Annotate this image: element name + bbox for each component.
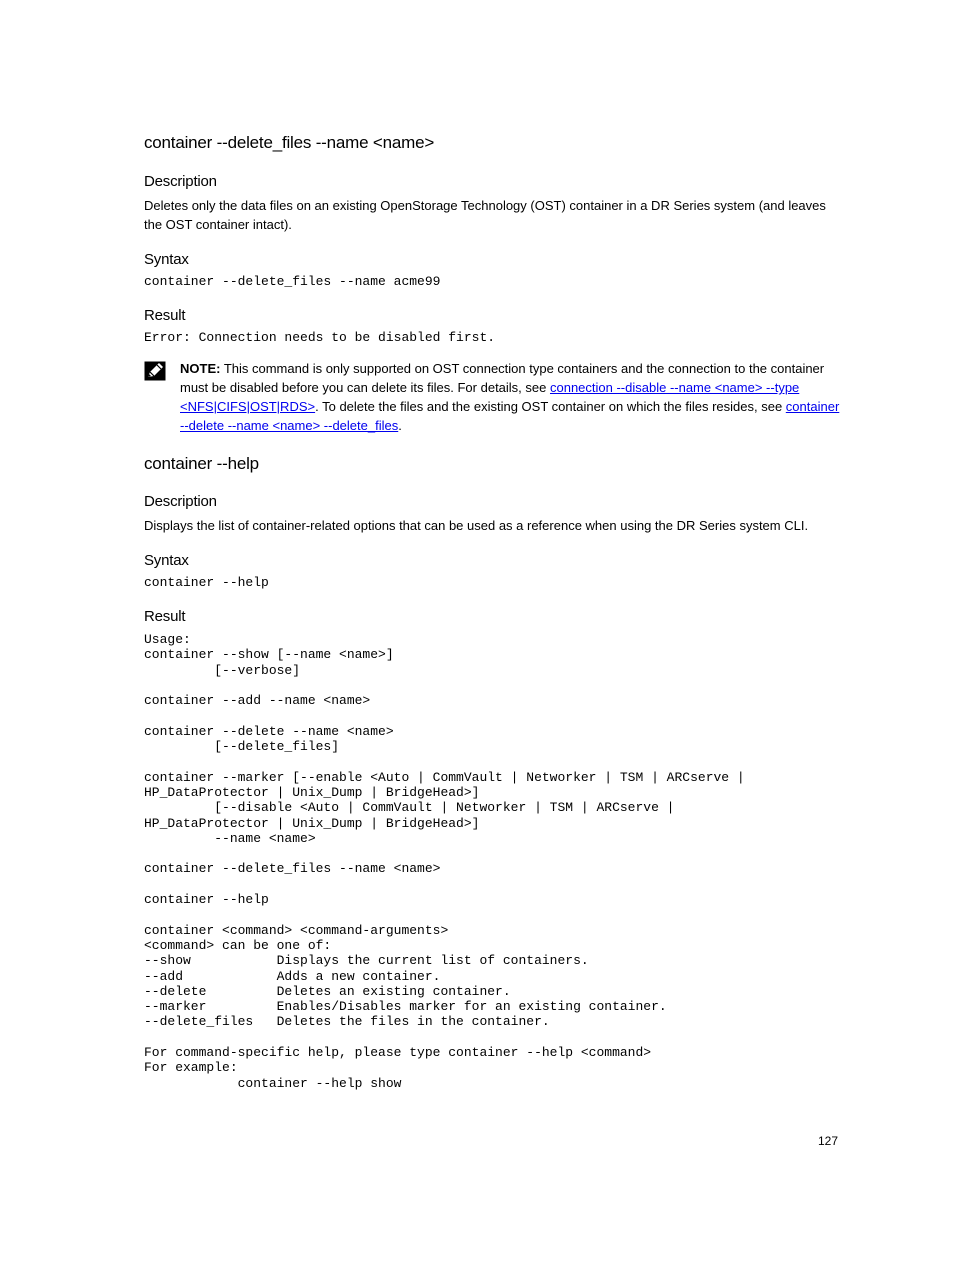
pencil-note-icon [144,361,166,381]
note-text-2: . To delete the files and the existing OST container on which the files resides, see [315,399,786,414]
result-code: Usage: container --show [--name <name>] [--verbose] container --add --name <name> container --delete --name <name> [--delete_files] container --marker [--enable <Auto | CommVault | Networker | TSM | ARCserve | HP_DataProtector | Unix_Dump | BridgeHead>] [--disable <Auto | CommVault | Networker | TSM | ARCserve | HP_DataProtector | Unix_Dump | BridgeHead>] --name <name> container --delete_files --name <name> container --help container <command> <command-arguments> <command> can be one of: --show Displays the current list of containers. --add Adds a new container. --delete Deletes an existing container. --marker Enables/Disables marker for an existing container. --delete_files Deletes the files in the container. For command-specific help, please type container --help <command> For example: container --help show [144,632,745,1091]
result-heading: Result [144,307,186,324]
syntax-heading: Syntax [144,552,189,569]
syntax-code: container --help [144,575,269,590]
note-callout [180,359,844,435]
syntax-code: container --delete_files --name acme99 [144,274,441,289]
description-heading: Description [144,173,217,190]
section-title-delete-files: container --delete_files --name <name> [144,133,435,152]
description-text: Displays the list of container-related options that can be used as a reference when using the DR Series system CLI. [144,518,809,533]
result-heading: Result [144,608,186,625]
result-code: Error: Connection needs to be disabled first. [144,330,496,345]
note-text-1: This command is only supported on OST connection type containers and the connection to the container must be disabled before you can delete its files. For details, see [180,361,825,395]
section-title-help: container --help [144,454,259,473]
description-heading: Description [144,493,217,510]
description-text: Deletes only the data files on an existing OpenStorage Technology (OST) container in a DR Series system (and leaves the OST container intact). [144,198,826,232]
connection-disable-link[interactable]: connection --disable --name <name> --type <NFS|CIFS|OST|RDS> [180,380,800,414]
page-number: 127 [818,1134,839,1148]
note-label: NOTE: [180,361,221,376]
syntax-heading: Syntax [144,251,189,268]
note-text-3: . [398,418,402,433]
container-delete-link[interactable]: container --delete --name <name> --delete_files [180,399,840,433]
